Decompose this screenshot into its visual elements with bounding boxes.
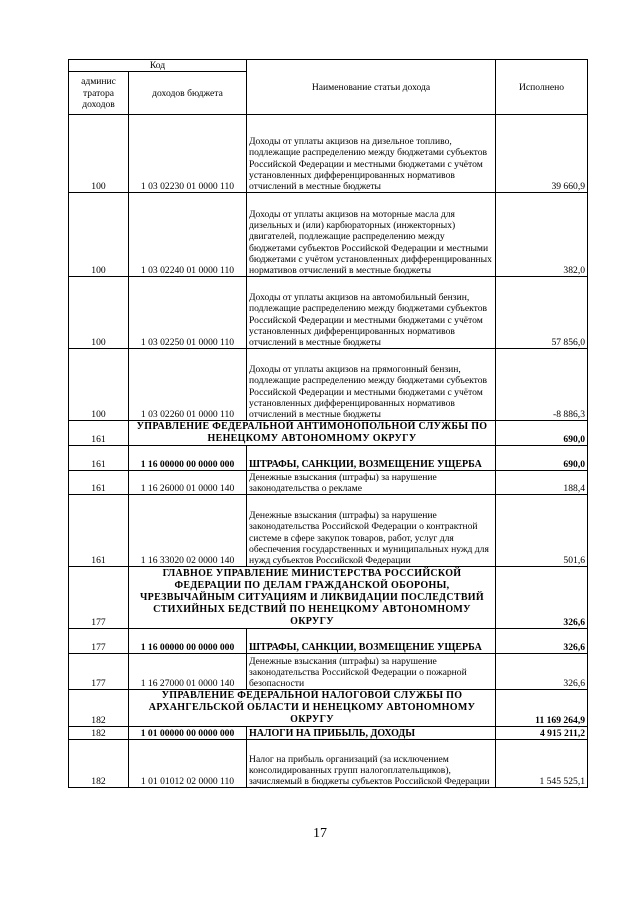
- amount-cell: 326,6: [496, 567, 588, 629]
- table-row: [69, 446, 588, 471]
- admin-cell: 100: [69, 115, 129, 193]
- name-cell: Доходы от уплаты акцизов на автомобильный бензин, подлежащие распределению между бюджетами субъектов Российской Федерации и местными бюджетами с учётом установленных дифференцированных нормативов отчислений в местные бюджеты: [247, 277, 496, 349]
- amount-cell: 4 915 211,2: [496, 727, 588, 740]
- amount-cell: 501,6: [496, 495, 588, 567]
- header-income-code: доходов бюджета: [129, 72, 247, 115]
- code-cell: 1 03 02240 01 0000 110: [129, 193, 247, 277]
- code-cell: 1 03 02230 01 0000 110: [129, 115, 247, 193]
- amount-cell: 690,0: [496, 446, 588, 471]
- table-row: [69, 349, 588, 421]
- amount-cell: 57 856,0: [496, 277, 588, 349]
- code-cell: 1 16 00000 00 0000 000: [129, 446, 247, 471]
- revenue-table: [68, 59, 588, 788]
- code-cell: 1 01 00000 00 0000 000: [129, 727, 247, 740]
- name-cell: ШТРАФЫ, САНКЦИИ, ВОЗМЕЩЕНИЕ УЩЕРБА: [247, 629, 496, 654]
- code-cell: 1 03 02260 01 0000 110: [129, 349, 247, 421]
- table-row: [69, 115, 588, 193]
- table-row: [69, 193, 588, 277]
- name-cell: Доходы от уплаты акцизов на дизельное топливо, подлежащие распределению между бюджетами субъектов Российской Федерации и местными бюджетами с учётом установленных дифференцированных нормативов отчислений в местные бюджеты: [247, 115, 496, 193]
- admin-cell: 161: [69, 446, 129, 471]
- admin-cell: 177: [69, 654, 129, 690]
- admin-cell: 100: [69, 349, 129, 421]
- admin-cell: 177: [69, 567, 129, 629]
- code-cell: 1 01 01012 02 0000 110: [129, 740, 247, 788]
- name-cell: НАЛОГИ НА ПРИБЫЛЬ, ДОХОДЫ: [247, 727, 496, 740]
- table-row: [69, 740, 588, 788]
- header-name: Наименование статьи дохода: [247, 60, 496, 115]
- amount-cell: -8 886,3: [496, 349, 588, 421]
- admin-cell: 177: [69, 629, 129, 654]
- table-row: [69, 629, 588, 654]
- amount-cell: 1 545 525,1: [496, 740, 588, 788]
- code-cell: 1 16 26000 01 0000 140: [129, 471, 247, 495]
- agency-title: УПРАВЛЕНИЕ ФЕДЕРАЛЬНОЙ НАЛОГОВОЙ СЛУЖБЫ ПО АРХАНГЕЛЬСКОЙ ОБЛАСТИ И НЕНЕЦКОМУ АВТОНОМНОМУ ОКРУГУ: [129, 690, 496, 727]
- agency-title: ГЛАВНОЕ УПРАВЛЕНИЕ МИНИСТЕРСТВА РОССИЙСКОЙ ФЕДЕРАЦИИ ПО ДЕЛАМ ГРАЖДАНСКОЙ ОБОРОНЫ, ЧРЕЗВЫЧАЙНЫМ СИТУАЦИЯМ И ЛИКВИДАЦИИ ПОСЛЕДСТВИЙ СТИХИЙНЫХ БЕДСТВИЙ ПО НЕНЕЦКОМУ АВТОНОМНОМУ ОКРУГУ: [129, 567, 496, 629]
- amount-cell: 39 660,9: [496, 115, 588, 193]
- amount-cell: 382,0: [496, 193, 588, 277]
- admin-cell: 100: [69, 193, 129, 277]
- admin-cell: 161: [69, 471, 129, 495]
- name-cell: Налог на прибыль организаций (за исключением консолидированных групп налогоплательщиков), зачисляемый в бюджеты субъектов Российской Федерации: [247, 740, 496, 788]
- admin-cell: 182: [69, 727, 129, 740]
- name-cell: Доходы от уплаты акцизов на прямогонный бензин, подлежащие распределению между бюджетами субъектов Российской Федерации и местными бюджетами с учётом установленных дифференцированных нормативов отчислений в местные бюджеты: [247, 349, 496, 421]
- agency-row: [69, 421, 588, 446]
- admin-cell: 161: [69, 495, 129, 567]
- amount-cell: 326,6: [496, 629, 588, 654]
- header-row-1: [69, 60, 588, 72]
- header-admin: админис тратора доходов: [69, 72, 129, 115]
- amount-cell: 11 169 264,9: [496, 690, 588, 727]
- admin-cell: 182: [69, 740, 129, 788]
- table-row: [69, 654, 588, 690]
- page-number: 17: [313, 826, 327, 841]
- table-row: [69, 727, 588, 740]
- amount-cell: 690,0: [496, 421, 588, 446]
- admin-cell: 182: [69, 690, 129, 727]
- agency-title: УПРАВЛЕНИЕ ФЕДЕРАЛЬНОЙ АНТИМОНОПОЛЬНОЙ СЛУЖБЫ ПО НЕНЕЦКОМУ АВТОНОМНОМУ ОКРУГУ: [129, 421, 496, 446]
- code-cell: 1 16 33020 02 0000 140: [129, 495, 247, 567]
- amount-cell: 188,4: [496, 471, 588, 495]
- table-row: [69, 277, 588, 349]
- name-cell: Денежные взыскания (штрафы) за нарушение законодательства Российской Федерации о контрактной системе в сфере закупок товаров, работ, услуг для обеспечения государственных и муниципальных нужд для нужд субъектов Российской Федерации: [247, 495, 496, 567]
- header-code: Код: [69, 60, 247, 72]
- code-cell: 1 03 02250 01 0000 110: [129, 277, 247, 349]
- admin-cell: 161: [69, 421, 129, 446]
- code-cell: 1 16 27000 01 0000 140: [129, 654, 247, 690]
- table-row: [69, 495, 588, 567]
- name-cell: ШТРАФЫ, САНКЦИИ, ВОЗМЕЩЕНИЕ УЩЕРБА: [247, 446, 496, 471]
- header-executed: Исполнено: [496, 60, 588, 115]
- name-cell: Денежные взыскания (штрафы) за нарушение законодательства о рекламе: [247, 471, 496, 495]
- agency-row: [69, 690, 588, 727]
- name-cell: Доходы от уплаты акцизов на моторные масла для дизельных и (или) карбюраторных (инжекторных) двигателей, подлежащие распределению между бюджетами субъектов Российской Федерации и местными бюджетами с учётом установленных дифференцированных нормативов отчислений в местные бюджеты: [247, 193, 496, 277]
- code-cell: 1 16 00000 00 0000 000: [129, 629, 247, 654]
- agency-row: [69, 567, 588, 629]
- amount-cell: 326,6: [496, 654, 588, 690]
- table-row: [69, 471, 588, 495]
- name-cell: Денежные взыскания (штрафы) за нарушение законодательства Российской Федерации о пожарной безопасности: [247, 654, 496, 690]
- admin-cell: 100: [69, 277, 129, 349]
